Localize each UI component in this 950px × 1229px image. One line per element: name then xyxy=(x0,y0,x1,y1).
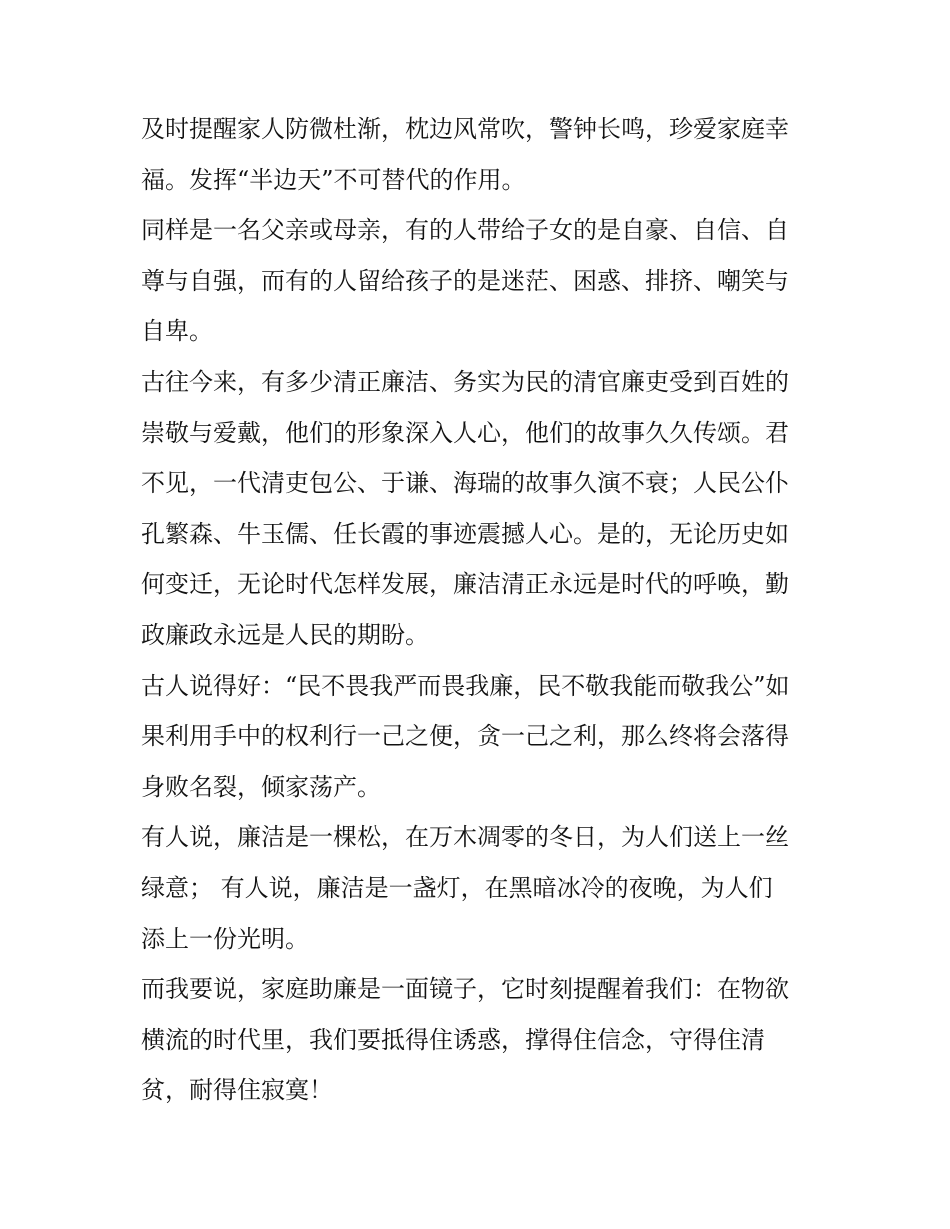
text-line: 有人说，廉洁是一棵松，在万木凋零的冬日，为人们送上一丝 xyxy=(141,823,789,852)
text-line: 绿意； 有人说，廉洁是一盏灯，在黑暗冰冷的夜晚，为人们 xyxy=(141,873,773,902)
text-line: 尊与自强，而有的人留给孩子的是迷茫、困惑、排挤、嘲笑与 xyxy=(141,266,789,295)
text-line: 贫，耐得住寂寞！ xyxy=(141,1076,333,1105)
text-line: 自卑。 xyxy=(141,317,213,346)
text-line: 古人说得好：“民不畏我严而畏我廉，民不敬我能而敬我公”如 xyxy=(141,671,790,700)
text-line: 横流的时代里，我们要抵得住诱惑，撑得住信念，守得住清 xyxy=(141,1025,765,1054)
body-text xyxy=(141,104,813,1116)
text-line: 孔繁森、牛玉儒、任长霞的事迹震撼人心。是的，无论历史如 xyxy=(141,519,789,548)
text-line: 添上一份光明。 xyxy=(141,924,309,953)
text-line: 身败名裂，倾家荡产。 xyxy=(141,772,381,801)
text-line: 古往今来，有多少清正廉洁、务实为民的清官廉吏受到百姓的 xyxy=(141,367,789,396)
text-line: 福。发挥“半边天”不可替代的作用。 xyxy=(141,165,526,194)
text-line: 政廉政永远是人民的期盼。 xyxy=(141,620,429,649)
text-line: 何变迁，无论时代怎样发展，廉洁清正永远是时代的呼唤，勤 xyxy=(141,570,789,599)
text-line: 及时提醒家人防微杜渐，枕边风常吹，警钟长鸣，珍爱家庭幸 xyxy=(141,115,789,143)
text-line: 而我要说，家庭助廉是一面镜子，它时刻提醒着我们：在物欲 xyxy=(141,975,789,1004)
text-line: 果利用手中的权利行一己之便，贪一己之利，那么终将会落得 xyxy=(141,722,789,751)
text-line: 同样是一名父亲或母亲，有的人带给子女的是自豪、自信、自 xyxy=(141,216,789,245)
text-line: 不见，一代清吏包公、于谦、海瑞的故事久演不衰；人民公仆 xyxy=(141,469,789,498)
text-line: 崇敬与爱戴，他们的形象深入人心，他们的故事久久传颂。君 xyxy=(141,418,789,447)
